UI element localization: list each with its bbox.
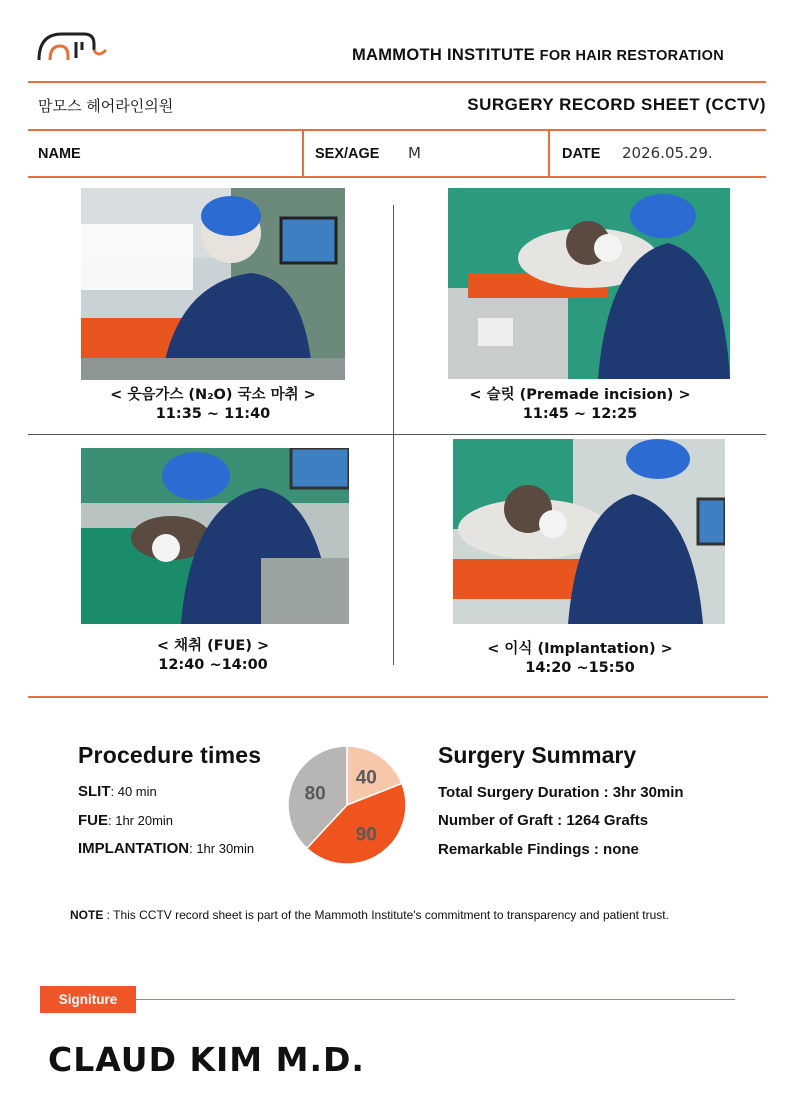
caption-time: 14:20 ~15:50 <box>525 660 635 676</box>
summary-findings: Remarkable Findings : none <box>438 841 639 858</box>
procedure-value: : 40 min <box>110 784 157 799</box>
mammoth-logo-icon <box>36 28 108 64</box>
procedure-item-implantation <box>78 840 254 857</box>
procedure-title: Procedure times <box>78 742 262 768</box>
info-separator <box>302 130 304 176</box>
pie-slice-label: 40 <box>355 767 377 789</box>
grid-vertical-divider <box>393 205 394 665</box>
photo-caption-anesthesia <box>60 386 366 424</box>
caption-time: 12:40 ~14:00 <box>158 657 268 673</box>
caption-time: 11:45 ~ 12:25 <box>522 406 638 422</box>
procedure-label: IMPLANTATION <box>78 840 190 857</box>
cctv-photo-anesthesia <box>81 188 345 380</box>
procedure-item-fue <box>78 812 173 829</box>
note-text: : This CCTV record sheet is part of the Mammoth Institute's commitment to transparency and patient trust. <box>103 908 669 922</box>
signature-rule <box>40 999 735 1000</box>
name-label: NAME <box>38 146 81 162</box>
pie-slice-label: 80 <box>304 783 326 805</box>
signature-name: CLAUD KIM M.D. <box>48 1040 365 1079</box>
procedure-label: SLIT <box>78 783 111 800</box>
sex-age-label: SEX/AGE <box>315 146 380 162</box>
note <box>70 908 669 922</box>
procedure-value: : 1hr 20min <box>108 813 174 828</box>
cctv-photo-implantation <box>453 439 725 624</box>
photo-caption-slit <box>427 386 733 424</box>
date-value: 2026.05.29. <box>622 144 713 162</box>
cctv-photo-slit <box>448 188 730 379</box>
section-rule <box>28 696 768 698</box>
caption-title: < 웃음가스 (N₂O) 국소 마취 > <box>110 387 316 403</box>
pie-slice-label: 90 <box>355 824 377 846</box>
info-rule-bottom <box>28 176 766 178</box>
sheet-title: SURGERY RECORD SHEET (CCTV) <box>467 95 766 114</box>
date-label: DATE <box>562 146 601 162</box>
brand-name <box>352 46 724 65</box>
sex-age-value: M <box>408 144 421 162</box>
summary-title: Surgery Summary <box>438 742 637 768</box>
note-label: NOTE <box>70 908 104 922</box>
caption-title: < 슬릿 (Premade incision) > <box>469 387 691 403</box>
clinic-name: 맘모스 헤어라인의원 <box>38 97 174 115</box>
grid-horizontal-divider <box>28 434 766 435</box>
caption-title: < 이식 (Implantation) > <box>487 641 673 657</box>
brand-sub: FOR HAIR RESTORATION <box>539 48 724 64</box>
photo-caption-fue <box>60 637 366 675</box>
procedure-label: FUE <box>78 812 108 829</box>
caption-time: 11:35 ~ 11:40 <box>155 406 271 422</box>
brand-main: MAMMOTH INSTITUTE <box>352 46 535 64</box>
summary-duration: Total Surgery Duration : 3hr 30min <box>438 784 684 801</box>
summary-grafts: Number of Graft : 1264 Grafts <box>438 812 649 829</box>
signature-tag: Signiture <box>40 986 136 1013</box>
caption-title: < 채취 (FUE) > <box>156 638 270 654</box>
info-separator <box>548 130 550 176</box>
photo-caption-implantation <box>427 640 733 678</box>
procedure-item-slit <box>78 783 157 800</box>
procedure-pie-chart <box>286 744 408 866</box>
cctv-photo-fue <box>81 448 349 624</box>
header-rule-top <box>28 81 766 83</box>
procedure-value: : 1hr 30min <box>189 841 255 856</box>
header-rule-mid <box>28 129 766 131</box>
